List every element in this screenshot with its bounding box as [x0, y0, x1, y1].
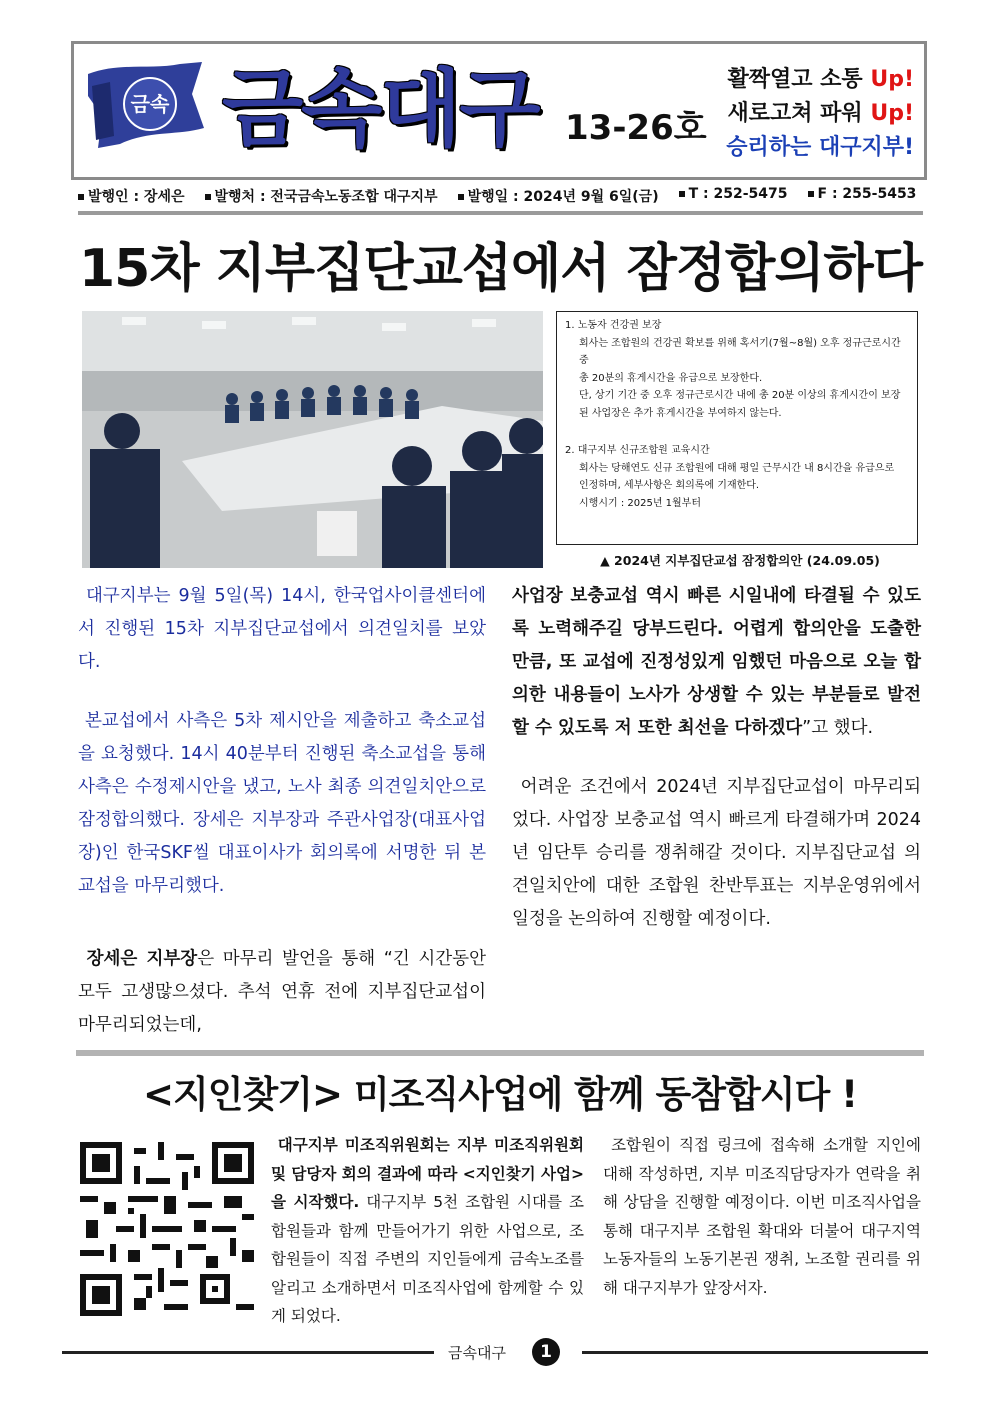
- header-divider: [78, 211, 923, 215]
- union-flag-logo: [80, 56, 210, 156]
- publication-info-bar: [78, 186, 918, 206]
- qr-code[interactable]: [80, 1142, 254, 1316]
- bullet-square-icon: [205, 194, 211, 200]
- newsletter-title: 금속대구: [222, 60, 539, 158]
- svg-text:금속: 금속: [130, 92, 170, 116]
- article1-left-column: [78, 580, 486, 1068]
- publish-date-info: 발행일 : 2024년 9월 6일(금): [458, 186, 659, 206]
- article1-paragraph-4: 어려운 조건에서 2024년 지부집단교섭이 마무리되었다. 사업장 보충교섭 역시 빠르게 타결해가며 2024년 임단투 승리를 쟁취해갈 것이다. 지부집단교섭 의견일치안에 대한 조합원 찬반투표는 지부운영위에서 일정을 논의하여 진행할 예정이다.: [512, 777, 921, 929]
- article1-paragraph-1: 대구지부는 9월 5일(목) 14시, 한국업사이클센터에서 진행된 15차 지부집단교섭에서 의견일치를 보았다.: [78, 586, 486, 672]
- fax-info: F : 255-5453: [808, 186, 917, 206]
- article2-paragraph-2: 조합원이 직접 링크에 접속해 소개할 지인에 대해 작성하면, 지부 미조직담당자가 연락을 취해 상담을 진행할 예정이다. 이번 미조직사업을 통해 대구지부 조합원 확대와 더불어 대구지역 노동자들의 노동기본권 쟁취, 노조할 권리를 위해 대구지부가 앞장서자.: [603, 1136, 921, 1297]
- article1-paragraph-2: 본교섭에서 사측은 5차 제시안을 제출하고 축소교섭을 요청했다. 14시 40분부터 진행된 축소교섭을 통해 사측은 수정제시안을 냈고, 노사 최종 의견일치안으로 잠정합의했다. 장세은 지부장과 주관사업장(대표사업장)인 한국SKF씰 대표이사가 회의록에 서명한 뒤 본교섭을 마무리했다.: [78, 711, 486, 896]
- article2-headline: <지인찾기> 미조직사업에 함께 동참합시다 !: [142, 1073, 858, 1116]
- agreement-item2-title: 2. 대구지부 신규조합원 교육시간: [565, 445, 710, 456]
- agreement-item2-line: 회사는 당해연도 신규 조합원에 대해 평일 근무시간 내 8시간을 유급으로: [579, 462, 895, 474]
- agreement-item1-line: 회사는 조합원의 건강권 확보를 위해 혹서기(7월~8월) 오후 정규근로시간 중: [579, 337, 901, 366]
- section-divider: [76, 1050, 924, 1056]
- phone-info: T : 252-5475: [679, 186, 788, 206]
- agreement-item1-line: 총 20분의 휴게시간을 유급으로 보장한다.: [579, 372, 763, 384]
- footer-publication-name: 금속대구: [448, 1344, 506, 1362]
- article2-right-column: [603, 1131, 921, 1302]
- issue-number: 13-26호: [565, 108, 707, 148]
- article1-headline: 15차 지부집단교섭에서 잠정합의하다: [78, 239, 923, 299]
- slogan-line-1: 활짝열고 소통 Up!: [727, 67, 914, 92]
- footer-rule-right: [582, 1351, 928, 1354]
- agreement-item2-line: 시행시기 : 2025년 1월부터: [579, 497, 701, 509]
- footer-rule-left: [62, 1351, 434, 1354]
- article1-quote: 사업장 보충교섭 역시 빠른 시일내에 타결될 수 있도록 노력해주길 당부드린다. 어렵게 합의안을 도출한 만큼, 또 교섭에 진정성있게 임했던 마음으로 오늘 합의한 내용들이 노사가 상생할 수 있는 부분들로 발전할 수 있도록 저 또한 최선을 다하겠다”고 했다.: [512, 586, 921, 738]
- issuer-info: 발행처 : 전국금속노동조합 대구지부: [205, 186, 438, 206]
- agreement-item1-line: 된 사업장은 추가 휴게시간을 부여하지 않는다.: [579, 407, 782, 419]
- bullet-square-icon: [679, 191, 685, 197]
- agreement-caption: ▲ 2024년 지부집단교섭 잠정합의안 (24.09.05): [600, 553, 880, 568]
- bullet-square-icon: [808, 191, 814, 197]
- agreement-item2-line: 인정하며, 세부사항은 회의록에 기재한다.: [579, 480, 760, 491]
- bullet-square-icon: [458, 194, 464, 200]
- article2-left-column: [271, 1131, 584, 1331]
- article2-paragraph-1: 대구지부 미조직위원회는 지부 미조직위원회 및 담당자 회의 결과에 따라 <지인찾기 사업>을 시작했다. 대구지부 5천 조합원 시대를 조합원들과 함께 만들어가기 위한 사업으로, 조합원들이 직접 주변의 지인들에게 금속노조를 알리고 소개하면서 미조직사업에 함께할 수 있게 되었다.: [271, 1136, 584, 1325]
- bargaining-meeting-photo: [82, 311, 543, 568]
- article1-right-column: [512, 580, 921, 962]
- article1-paragraph-3: 장세은 지부장은 마무리 발언을 통해 “긴 시간동안 모두 고생많으셨다. 추석 연휴 전에 지부집단교섭이 마무리되었는데,: [78, 949, 486, 1035]
- agreement-summary-box: [556, 311, 918, 545]
- slogan-line-3: 승리하는 대구지부!: [726, 135, 914, 160]
- bullet-square-icon: [78, 194, 84, 200]
- slogan-line-2: 새로고쳐 파워 Up!: [727, 101, 914, 126]
- agreement-item1-title: 1. 노동자 건강권 보장: [565, 320, 662, 331]
- agreement-item1-line: 단, 상기 기간 중 오후 정규근로시간 내에 총 20분 이상의 휴게시간이 보장: [579, 390, 901, 401]
- publisher-info: 발행인 : 장세은: [78, 186, 185, 206]
- page-number: 1: [532, 1338, 560, 1366]
